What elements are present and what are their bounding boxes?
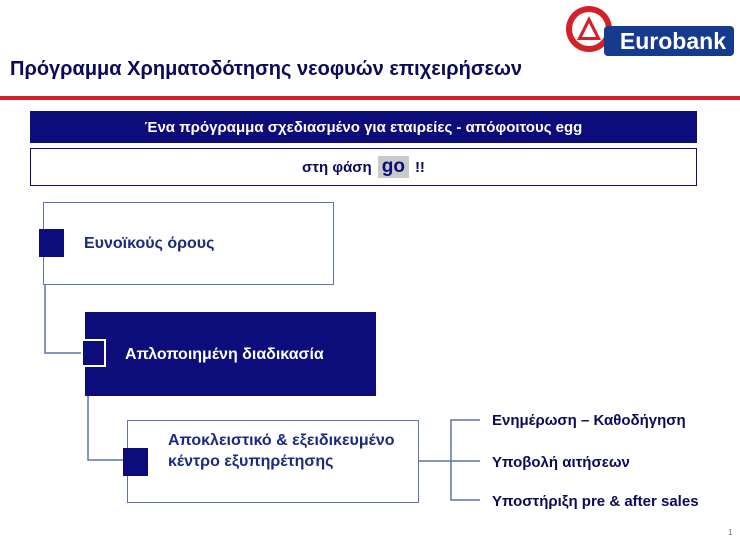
service-item-applications: Υποβολή αιτήσεων [492, 454, 630, 471]
step-label-2: Απλοποιημένη διαδικασία [125, 346, 324, 363]
square-bullet-icon [39, 229, 64, 257]
page-title: Πρόγραμμα Χρηματοδότησης νεοφυών επιχειρήσεων [10, 58, 523, 80]
banner-line-1: Ένα πρόγραμμα σχεδιασμένο για εταιρείες - απόφοιτους egg [144, 118, 583, 136]
connector-step1-step2 [45, 285, 82, 353]
go-highlight: go [378, 156, 409, 178]
step-label-3: Αποκλειστικό & εξειδικευμένο κέντρο εξυπηρέτησης [168, 432, 395, 470]
page-number: 1 [728, 528, 733, 537]
service-item-support: Υποστήριξη pre & after sales [492, 493, 699, 510]
connector-branch [451, 420, 480, 500]
service-item-guidance: Ενημέρωση – Καθοδήγηση [492, 412, 686, 429]
square-bullet-icon [81, 339, 106, 367]
logo-wordmark: Eurobank [604, 26, 734, 56]
connector-step2-step3 [88, 396, 124, 460]
banner-line-2-suffix: !! [414, 158, 425, 176]
square-bullet-icon [123, 448, 148, 476]
step-label-1: Ευνοϊκούς όρους [84, 235, 215, 252]
banner-line-2-prefix: στη φάση [302, 158, 372, 176]
